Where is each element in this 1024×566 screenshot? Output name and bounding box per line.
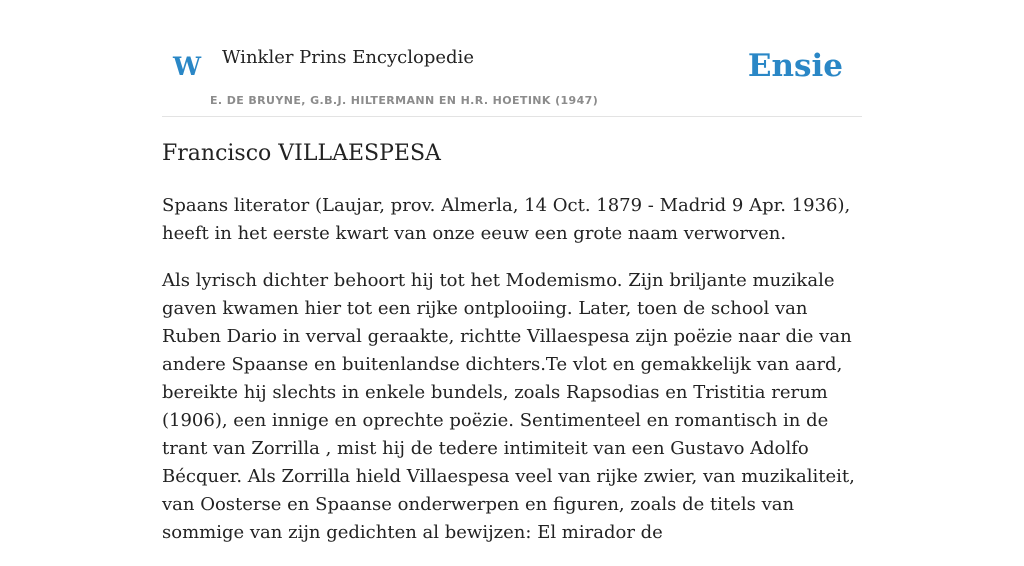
article-paragraph: Spaans literator (Laujar, prov. Almerla, 14 Oct. 1879 - Madrid 9 Apr. 1936), heeft in het eerste kwart van onze eeuw een grote naam verworven. bbox=[162, 195, 851, 244]
brand-logo-link[interactable]: Ensie bbox=[747, 48, 843, 84]
source-authors: E. DE BRUYNE, G.B.J. HILTERMANN EN H.R. HOETINK (1947) bbox=[210, 94, 599, 107]
source-logo-icon: W bbox=[173, 52, 202, 81]
article-body bbox=[162, 192, 862, 566]
article-title: Francisco VILLAESPESA bbox=[162, 141, 441, 166]
source-title-link[interactable]: Winkler Prins Encyclopedie bbox=[222, 47, 474, 68]
article-paragraph: Als lyrisch dichter behoort hij tot het Modemismo. Zijn briljante muzikale gaven kwamen hier tot een rijke ontplooiing. Later, toen de school van Ruben Dario in verval geraakte, richtte Villaespesa zijn poëzie naar die van andere Spaanse en buitenlandse dichters.Te vlot en gemakkelijk van aard, bereikte hij slechts in enkele bundels, zoals Rapsodias en Tristitia rerum (1906), een innige en oprechte poëzie. Sentimenteel en romantisch in de trant van Zorrilla , mist hij de tedere intimiteit van een Gustavo Adolfo Bécquer. Als Zorrilla hield Villaespesa veel van rijke zwier, van muzikaliteit, van Oosterse en Spaanse onderwerpen en figuren, zoals de titels van sommige van zijn gedichten al bewijzen: El mirador de bbox=[162, 270, 855, 543]
source-header bbox=[162, 40, 862, 117]
